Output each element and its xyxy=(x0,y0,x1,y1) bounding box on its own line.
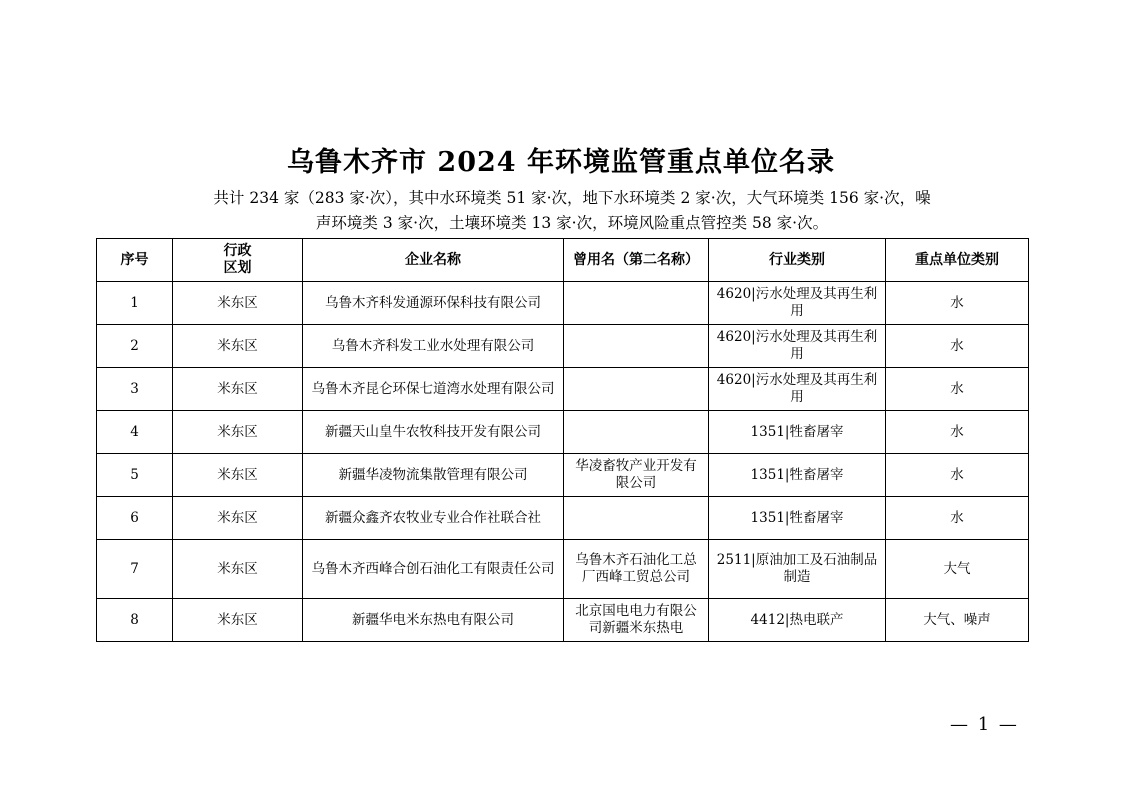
cell-industry: 4412|热电联产 xyxy=(709,599,886,642)
cell-former-name xyxy=(564,368,709,411)
cell-name: 新疆众鑫齐农牧业专业合作社联合社 xyxy=(303,497,564,540)
cell-category: 水 xyxy=(886,411,1029,454)
cell-former-name xyxy=(564,325,709,368)
page-number: — 1 — xyxy=(950,714,1019,735)
cell-category: 水 xyxy=(886,325,1029,368)
document-title: 乌鲁木齐市 2024 年环境监管重点单位名录 xyxy=(287,147,835,178)
cell-name: 乌鲁木齐科发通源环保科技有限公司 xyxy=(303,282,564,325)
cell-district: 米东区 xyxy=(173,368,303,411)
cell-name: 乌鲁木齐昆仑环保七道湾水处理有限公司 xyxy=(303,368,564,411)
cell-district: 米东区 xyxy=(173,325,303,368)
header-industry: 行业类别 xyxy=(709,239,886,282)
cell-no: 3 xyxy=(97,368,173,411)
table-row xyxy=(97,411,1029,454)
cell-no: 6 xyxy=(97,497,173,540)
cell-no: 1 xyxy=(97,282,173,325)
table-row xyxy=(97,368,1029,411)
cell-district: 米东区 xyxy=(173,599,303,642)
summary-paragraph xyxy=(122,186,1022,236)
header-category: 重点单位类别 xyxy=(886,239,1029,282)
cell-former-name: 乌鲁木齐石油化工总厂西峰工贸总公司 xyxy=(564,540,709,599)
table-row xyxy=(97,282,1029,325)
cell-former-name xyxy=(564,497,709,540)
table-header-row xyxy=(97,239,1029,282)
cell-district: 米东区 xyxy=(173,540,303,599)
cell-district: 米东区 xyxy=(173,282,303,325)
cell-industry: 4620|污水处理及其再生利用 xyxy=(709,282,886,325)
cell-no: 4 xyxy=(97,411,173,454)
header-district-line-1: 行政 xyxy=(223,243,252,259)
cell-name: 新疆天山皇牛农牧科技开发有限公司 xyxy=(303,411,564,454)
cell-industry: 1351|牲畜屠宰 xyxy=(709,454,886,497)
cell-category: 大气 xyxy=(886,540,1029,599)
cell-industry: 4620|污水处理及其再生利用 xyxy=(709,368,886,411)
cell-name: 乌鲁木齐科发工业水处理有限公司 xyxy=(303,325,564,368)
cell-no: 7 xyxy=(97,540,173,599)
cell-category: 大气、噪声 xyxy=(886,599,1029,642)
cell-no: 2 xyxy=(97,325,173,368)
table-row xyxy=(97,599,1029,642)
cell-district: 米东区 xyxy=(173,497,303,540)
summary-line-2: 声环境类 3 家·次，土壤环境类 13 家·次，环境风险重点管控类 58 家·次。 xyxy=(315,214,829,232)
cell-district: 米东区 xyxy=(173,454,303,497)
cell-category: 水 xyxy=(886,368,1029,411)
cell-industry: 1351|牲畜屠宰 xyxy=(709,497,886,540)
cell-former-name: 华凌畜牧产业开发有限公司 xyxy=(564,454,709,497)
cell-industry: 2511|原油加工及石油制品制造 xyxy=(709,540,886,599)
cell-industry: 4620|污水处理及其再生利用 xyxy=(709,325,886,368)
table-row xyxy=(97,540,1029,599)
cell-former-name xyxy=(564,282,709,325)
cell-no: 5 xyxy=(97,454,173,497)
header-name: 企业名称 xyxy=(303,239,564,282)
cell-category: 水 xyxy=(886,282,1029,325)
cell-name: 新疆华电米东热电有限公司 xyxy=(303,599,564,642)
cell-former-name xyxy=(564,411,709,454)
header-district-line-2: 区划 xyxy=(223,260,252,276)
cell-name: 新疆华凌物流集散管理有限公司 xyxy=(303,454,564,497)
header-former-name: 曾用名（第二名称） xyxy=(564,239,709,282)
table-row xyxy=(97,454,1029,497)
cell-district: 米东区 xyxy=(173,411,303,454)
cell-category: 水 xyxy=(886,497,1029,540)
cell-name: 乌鲁木齐西峰合创石油化工有限责任公司 xyxy=(303,540,564,599)
header-no: 序号 xyxy=(97,239,173,282)
table-row xyxy=(97,325,1029,368)
summary-line-1: 共计 234 家（283 家·次），其中水环境类 51 家·次，地下水环境类 2 家·次，大气环境类 156 家·次，噪 xyxy=(213,189,931,207)
cell-no: 8 xyxy=(97,599,173,642)
cell-former-name: 北京国电电力有限公司新疆米东热电 xyxy=(564,599,709,642)
cell-category: 水 xyxy=(886,454,1029,497)
cell-industry: 1351|牲畜屠宰 xyxy=(709,411,886,454)
table-row xyxy=(97,497,1029,540)
header-district xyxy=(173,239,303,282)
enterprise-table xyxy=(96,238,1029,642)
